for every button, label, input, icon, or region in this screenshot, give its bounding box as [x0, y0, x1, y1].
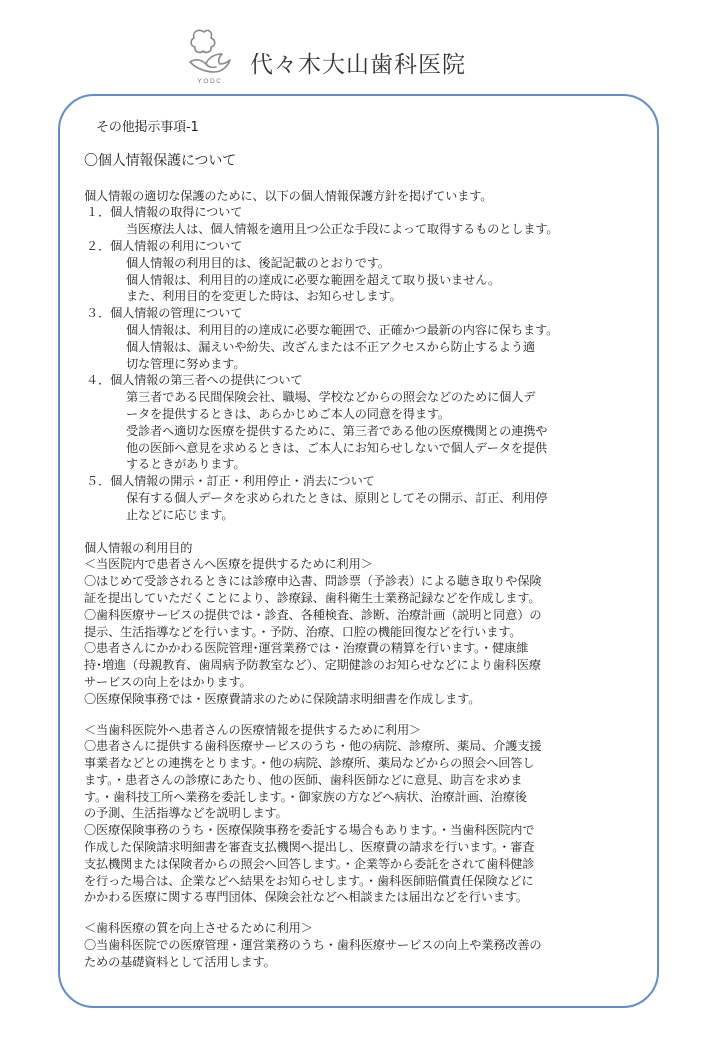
policy-line: 個人情報は、利用目的の達成に必要な範囲で、正確かつ最新の内容に保ちます。 [126, 322, 559, 337]
policy-line: 止などに応じます。 [126, 507, 234, 522]
purpose-line: の予測、生活指導などを説明します。 [84, 806, 288, 821]
policy-list [84, 204, 632, 523]
purpose-line: 提示、生活指導などを行います。・予防、治療、口腔の機能回復などを行います。 [84, 624, 522, 639]
purpose-section-heading: ＜当歯科医院外へ患者さんの医療情報を提供するために利用＞ [84, 722, 422, 737]
dove-logo-icon [184, 24, 236, 78]
purpose-section [84, 556, 632, 707]
purpose-line: 〇医療保険事務のうち・医療保険事務を委託する場合もあります。・当歯科医院内で [84, 823, 535, 838]
logo-text: YODC [197, 78, 223, 85]
purpose-section-heading: ＜当医院内で患者さんへ医療を提供するために利用＞ [84, 557, 373, 572]
policy-item [84, 305, 632, 372]
spacer [84, 708, 632, 722]
clinic-name: 代々木大山歯科医院 [250, 52, 466, 78]
policy-line: 第三者である民間保険会社、職場、学校などからの照会などのために個人デ [126, 390, 536, 405]
spacer [84, 906, 632, 920]
policy-line: 受診者へ適切な医療を提供するために、第三者である他の医療機関との連携や [126, 423, 548, 438]
policy-line: ータを提供するときは、あらかじめご本人の同意を得ます。 [126, 406, 451, 421]
policy-line: 保有する個人データを求められたときは、原則としてその開示、訂正、利用停 [126, 490, 548, 505]
policy-line: また、利用目的を変更した時は、お知らせします。 [126, 289, 402, 304]
policy-title: ５．個人情報の開示・訂正・利用停止・消去について [86, 474, 375, 489]
page-title: その他掲示事項-1 [96, 120, 199, 135]
purpose-line: 〇患者さんにかかわる医院管理･運営業務では・治療費の精算を行います。・健康維 [84, 641, 529, 656]
purpose-line: ための基礎資料として活用します。 [84, 954, 276, 969]
policy-line: 個人情報は、利用目的の達成に必要な範囲を超えて取り扱いません。 [126, 272, 500, 287]
purpose-line: 証を提出していただくことにより、診療録、歯科衛生士業務記録などを作成します。 [84, 590, 541, 605]
policy-item [84, 473, 632, 523]
purpose-section [84, 920, 632, 970]
purpose-line: 持･増進（母親教育、歯周病予防教室など）、定期健診のお知らせなどにより歯科医療 [84, 658, 541, 673]
clinic-logo [184, 24, 236, 90]
section-title: 〇個人情報保護について [84, 152, 237, 169]
policy-item [84, 238, 632, 305]
purpose-line: 〇患者さんに提供する歯科医療サービスのうち・他の病院、診療所、薬局、介護支援 [84, 739, 542, 754]
intro-text: 個人情報の適切な保護のために、以下の個人情報保護方針を掲げています。 [84, 188, 493, 203]
purpose-line: を行った場合は、企業などへ結果をお知らせします。・歯科医師賠償責任保険などに [84, 873, 534, 888]
purpose-line: す。・歯科技工所へ業務を委託します。・御家族の方などへ病状、治療計画、治療後 [84, 789, 527, 804]
purpose-line: 〇医療保険事務では・医療費請求のために保険請求明細書を作成します。 [84, 691, 481, 706]
purpose-line: 支払機関または保険者からの照会へ回答します。・企業等から委託をされて歯科健診 [84, 856, 535, 871]
purpose-line: 〇歯科医療サービスの提供では・診査、各種検査、診断、治療計画（説明と同意）の [84, 607, 542, 622]
policy-line: 個人情報は、漏えいや紛失、改ざんまたは不正アクセスから防止するよう適 [126, 339, 535, 354]
purpose-line: サービスの向上をはかります。 [84, 674, 252, 689]
policy-line: 当医療法人は、個人情報を適用且つ公正な手段によって取得するものとします。 [126, 222, 559, 237]
purpose-line: 事業者などとの連携をとります。・他の病院、診療所、薬局などからの照会へ回答し [84, 756, 535, 771]
policy-line: 切な管理に努めます。 [126, 356, 246, 371]
page-header [0, 0, 720, 96]
policy-line: するときがあります。 [126, 457, 246, 472]
purpose-line: かかわる医療に関する専門団体、保険会社などへ相談または届出などを行います。 [84, 890, 528, 905]
policy-title: ２．個人情報の利用について [86, 238, 243, 253]
purpose-section-heading: ＜歯科医療の質を向上させるために利用＞ [84, 921, 313, 936]
purpose-line: 〇はじめて受診されるときには診療申込書、問診票（予診表）による聴き取りや保険 [84, 574, 542, 589]
purpose-line: 〇当歯科医院での医療管理・運営業務のうち・歯科医療サービスの向上や業務改善の [84, 938, 542, 953]
policy-line: 個人情報の利用目的は、後記記載のとおりです。 [126, 255, 390, 270]
policy-title: ３．個人情報の管理について [86, 306, 243, 321]
policy-line: 他の医師へ意見を求めるときは、ご本人にお知らせしないで個人データを提供 [126, 440, 547, 455]
purpose-section [84, 722, 632, 907]
purpose-line: 作成した保険請求明細書を審査支払機関へ提出し、医療費の請求を行います。・審査 [84, 840, 535, 855]
spacer [84, 524, 632, 540]
policy-title: ４．個人情報の第三者への提供について [86, 373, 303, 388]
notice-content [84, 120, 632, 971]
policy-item [84, 372, 632, 473]
purpose-heading: 個人情報の利用目的 [84, 540, 193, 555]
purpose-line: ます。・患者さんの診療にあたり、他の医師、歯科医師などに意見、助言を求めま [84, 772, 523, 787]
policy-title: １．個人情報の取得について [86, 205, 243, 220]
policy-item [84, 204, 632, 238]
